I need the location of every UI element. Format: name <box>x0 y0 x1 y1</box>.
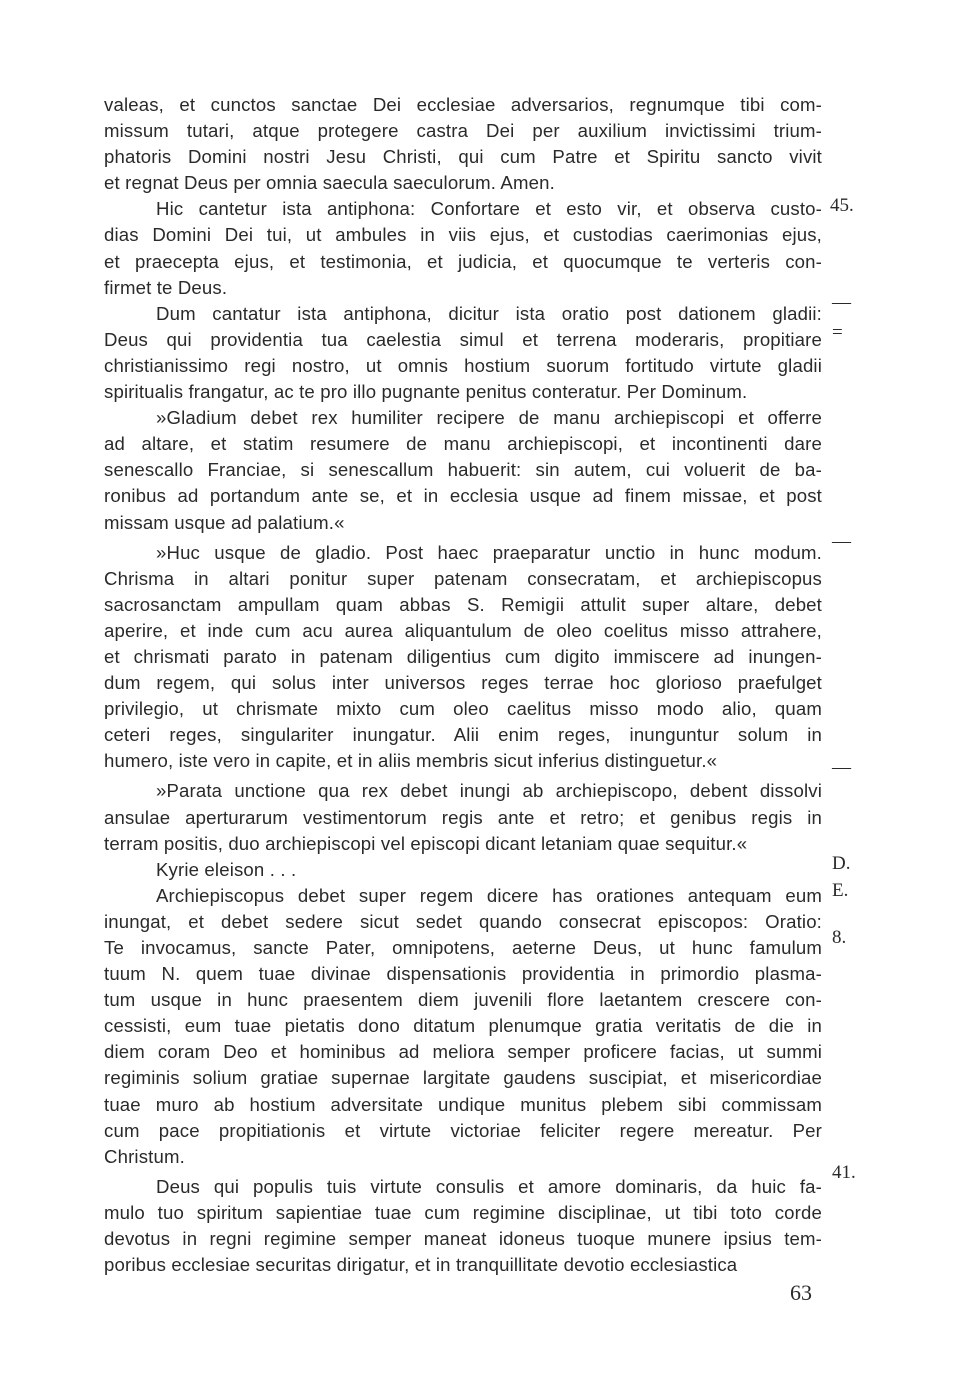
text-line: devotus in regni regimine semper maneat idoneus tuoque munere ipsius tem- <box>104 1228 822 1250</box>
text-line: tuum N. quem tuae divinae dispensationis providentia in primordio plasma- <box>104 963 822 985</box>
text-line: »Gladium debet rex humiliter recipere de manu archiepiscopi et offerre <box>156 407 822 429</box>
text-line: sacrosanctam ampullam quam abbas S. Remigii attulit super altare, debet <box>104 593 822 615</box>
paragraph <box>104 196 822 300</box>
text-line: phatoris Domini nostri Jesu Christi, qui cum Patre et Spiritu sancto vivit <box>104 146 822 168</box>
text-line: tum usque in hunc praesentem diem juvenili flore laetantem crescere con- <box>104 989 822 1011</box>
margin-dash-1: — <box>832 292 851 313</box>
text-line: et chrismati parato in patenam diligentius cum digito immiscere ad inungen- <box>104 645 822 667</box>
paragraph <box>104 857 822 883</box>
paragraph <box>104 92 822 196</box>
text-line: ceteri reges, singulariter inungatur. Alii enim reges, inunguntur solum in <box>104 724 822 746</box>
text-line: inungat, et debet sedere sicut sedet quando consecrat episcopos: Oratio: <box>104 910 822 932</box>
margin-dash-3: — <box>832 757 851 778</box>
text-line: Deus qui providentia tua caelestia simul et terrena moderaris, propitiare <box>104 328 822 350</box>
text-column <box>104 92 822 1278</box>
margin-note-41: 41. <box>832 1162 856 1183</box>
page-number: 63 <box>790 1280 812 1305</box>
text-line: mulo tuo spiritum sapientiae tuae cum regimine disciplinae, ut tibi toto corde <box>104 1201 822 1223</box>
text-line: Christum. <box>104 1145 185 1167</box>
text-line: Hic cantetur ista antiphona: Confortare et esto vir, et observa custo- <box>156 198 822 220</box>
text-line: spiritualis frangatur, ac te pro illo pugnante penitus conteratur. Per Dominum. <box>104 381 748 403</box>
text-line: missam usque ad palatium.« <box>104 511 345 533</box>
text-line: Dum cantatur ista antiphona, dicitur ista oratio post dationem gladii: <box>156 302 822 324</box>
text-line: missum tutari, atque protegere castra Dei per auxilium invictissimi trium- <box>104 120 822 142</box>
text-line: cum pace propitiationis et virtute victoriae feliciter regere mereatur. Per <box>104 1119 822 1141</box>
margin-note-45: 45. <box>830 195 854 216</box>
text-line: Archiepiscopus debet super regem dicere has orationes antequam eum <box>156 884 822 906</box>
paragraph <box>104 778 822 856</box>
paragraph <box>104 405 822 535</box>
text-line: humero, iste vero in capite, et in aliis membris sicut inferius distinguetur.« <box>104 750 718 772</box>
text-line: poribus ecclesiae securitas dirigatur, et in tranquillitate devotio ecclesiastica <box>104 1254 738 1276</box>
text-line: dias Domini Dei tui, ut ambules in viis ejus, et custodias caerimonias ejus, <box>104 224 822 246</box>
paragraph <box>104 540 822 775</box>
text-line: et regnat Deus per omnia saecula saeculorum. Amen. <box>104 172 555 194</box>
text-line: ronibus ad portandum ante se, et in ecclesia usque ad finem missae, et post <box>104 485 822 507</box>
text-line: Deus qui populis tuis virtute consulis et amore dominaris, da huic fa- <box>156 1175 822 1197</box>
text-line: firmet te Deus. <box>104 276 228 298</box>
text-line: ad altare, et statim resumere de manu archiepiscopi, et incontinenti dare <box>104 433 822 455</box>
text-line: cessisti, eum tuae pietatis dono ditatum plenumque gratia veritatis de die in <box>104 1015 822 1037</box>
margin-dash-2: — <box>832 531 851 552</box>
paragraph <box>104 301 822 405</box>
text-line: senescallo Franciae, si senescallum habuerit: sin autem, cui voluerit de ba- <box>104 459 822 481</box>
paragraph <box>104 1174 822 1278</box>
text-line: dum regem, qui solus inter universos reges terrae hoc glorioso praefulget <box>104 672 822 694</box>
text-line: valeas, et cunctos sanctae Dei ecclesiae adversarios, regnumque tibi com- <box>104 94 822 115</box>
text-line: Te invocamus, sancte Pater, omnipotens, aeterne Deus, ut hunc famulum <box>104 937 822 958</box>
text-line: ansulae aperturarum vestimentorum regis ante et retro; et genibus regis in <box>104 806 822 828</box>
text-line: »Parata unctione qua rex debet inungi ab archiepiscopo, debent dissolvi <box>156 780 822 802</box>
text-line: christianissimo regi nostro, ut omnis hostium suorum fortitudo virtute gladii <box>104 354 822 376</box>
margin-double-dash: = <box>832 322 843 343</box>
text-line: terram positis, duo archiepiscopi vel episcopi dicant letaniam quae sequitur.« <box>104 832 748 854</box>
text-line: »Huc usque de gladio. Post haec praeparatur unctio in hunc modum. <box>156 541 822 563</box>
text-line: diem coram Deo et hominibus ad meliora semper proficere facias, ut summi <box>104 1041 822 1063</box>
text-line: tuae muro ab hostium adversitate undique munitus plebem sibi commissam <box>104 1093 822 1115</box>
text-line: et praecepta ejus, et testimonia, et judicia, et quocumque te verteris con- <box>104 250 822 272</box>
margin-note-d: D. <box>832 853 851 874</box>
text-line: Chrisma in altari ponitur super patenam consecratam, et archiepiscopus <box>104 567 822 589</box>
text-line: Kyrie eleison . . . <box>156 858 297 880</box>
text-line: regiminis solium gratiae supernae largitate gaudens suscipiat, et misericordiae <box>104 1067 822 1089</box>
text-line: aperire, et inde cum acu aurea aliquantulum de oleo coelitus misso attrahere, <box>104 619 822 641</box>
margin-note-8: 8. <box>832 927 847 948</box>
margin-note-e: E. <box>832 880 849 901</box>
text-line: privilegio, ut chrismate mixto cum oleo caelitus misso modo alio, quam <box>104 698 822 720</box>
paragraph <box>104 883 822 1170</box>
